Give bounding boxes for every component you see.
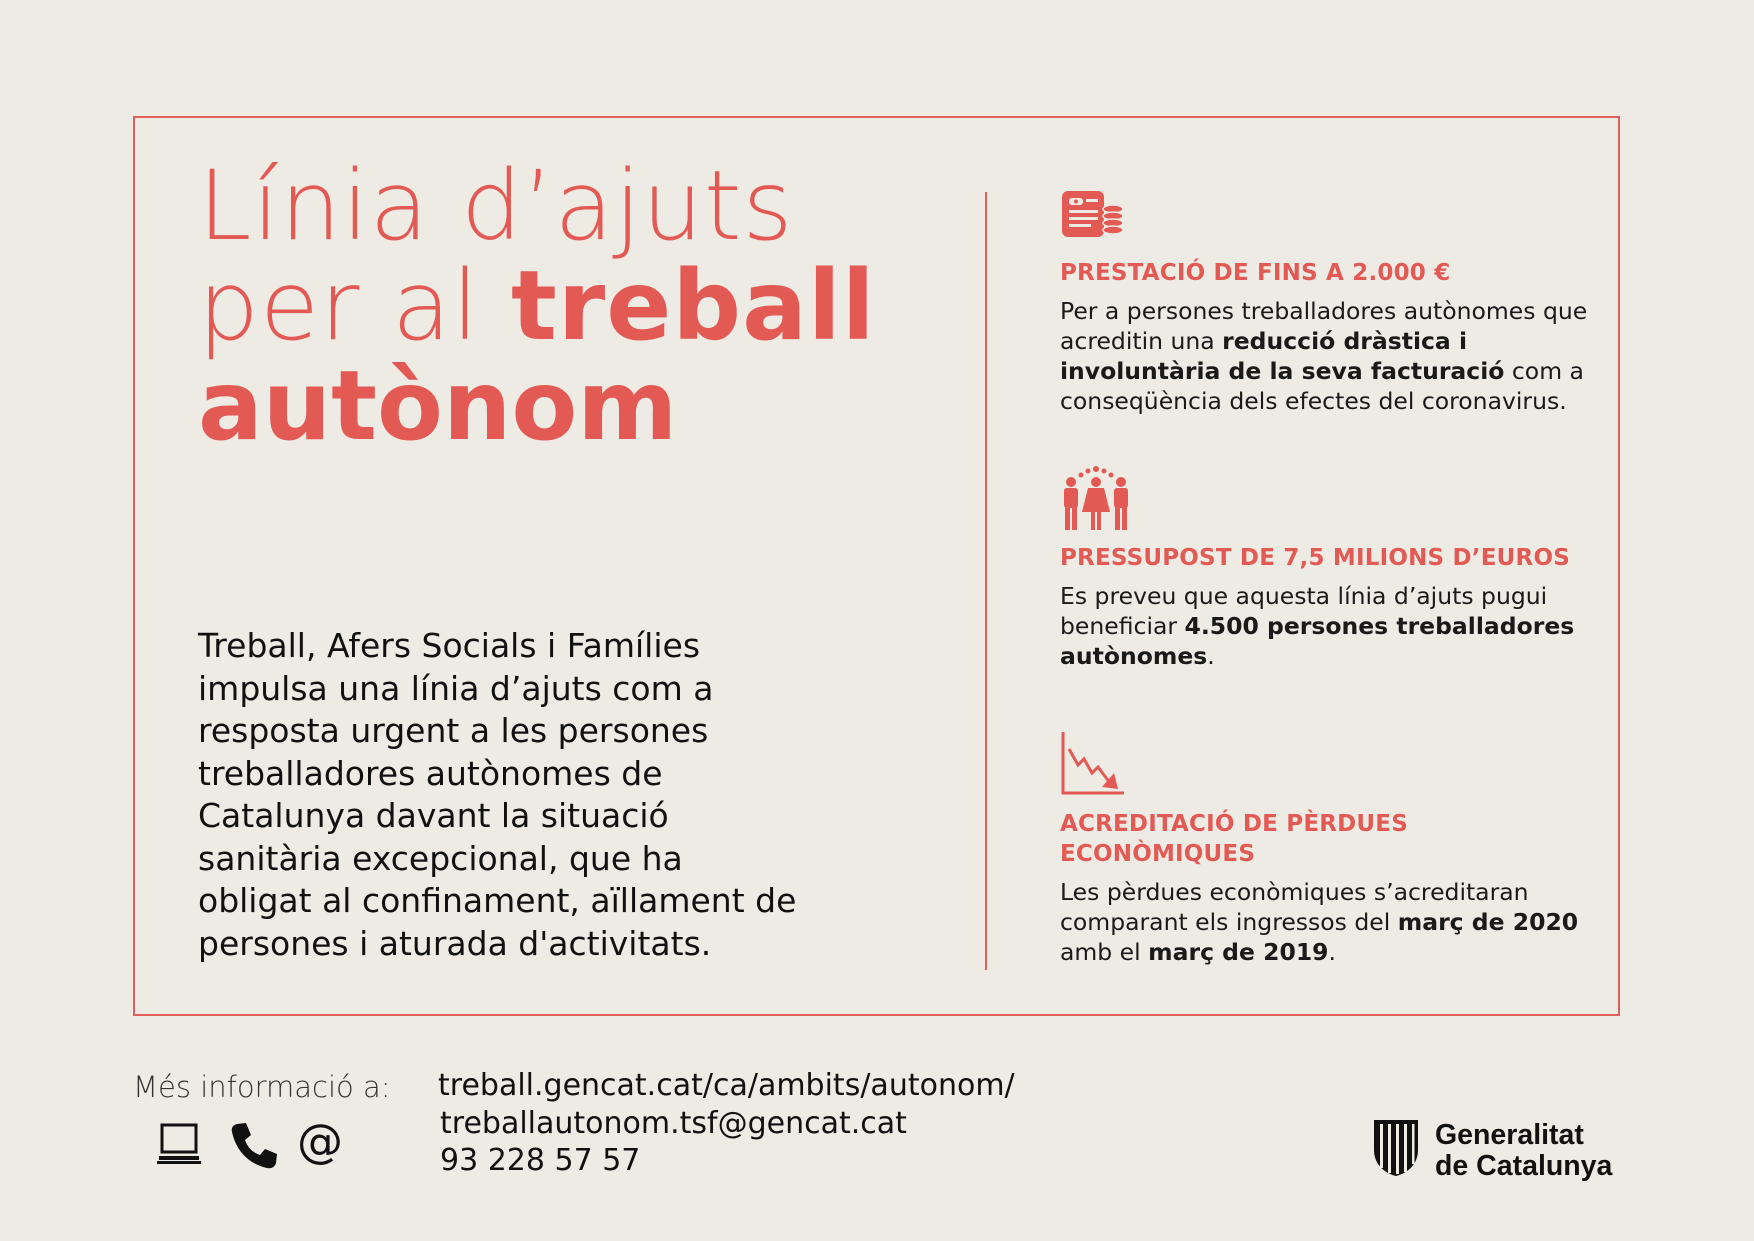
at-sign-icon: @ [297,1114,343,1168]
body-text: . [1207,642,1215,670]
body-text: Es preveu que aquesta línia d’ajuts pugui beneficiar [1060,582,1548,640]
emphasis-text: 4.500 persones treballadores autònomes [1060,612,1575,670]
body-text: Les pèrdues econòmiques s’acreditaran comparant els ingressos del [1060,878,1529,936]
title-line-2-bold: treball [511,250,876,362]
people-group-icon [1060,465,1132,531]
column-divider [985,192,987,970]
emphasis-text: març de 2019 [1148,938,1329,966]
info-block-benefit [1060,188,1600,416]
info-text [1060,296,1600,416]
declining-chart-icon [1060,731,1126,795]
generalitat-emblem-icon [1370,1118,1422,1178]
emphasis-text: març de 2020 [1397,908,1579,936]
generalitat-name [1435,1120,1612,1182]
logo-line-2: de Catalunya [1435,1150,1613,1182]
info-block-budget [1060,465,1600,671]
phone-number[interactable]: 93 228 57 57 [440,1143,641,1178]
intro-paragraph: Treball, Afers Socials i Famílies impulsa una línia d’ajuts com a resposta urgent a les persones treballadores autònomes de Catalunya davant la situació sanitària excepcional, que ha obligat al confinament, aïllament de persones i aturada d'activitats. [198,626,797,963]
body-text: com a conseqüència dels efectes del coronavirus. [1060,357,1584,415]
computer-icon [157,1122,203,1172]
more-info-label: Més informació a: [133,1070,391,1104]
logo-line-1: Generalitat [1435,1119,1584,1151]
info-block-losses [1060,731,1600,967]
title-line-2 [198,250,876,362]
info-title: PRESSUPOST DE 7,5 MILIONS D’EUROS [1060,545,1570,571]
page-title [198,150,876,462]
title-line-1: Línia d’ajuts [198,150,794,262]
website-link[interactable]: treball.gencat.cat/ca/ambits/autonom/ [438,1068,1015,1103]
info-text [1060,877,1600,967]
body-text: . [1328,938,1337,966]
generalitat-logo [1370,1118,1422,1182]
info-title: ACREDITACIÓ DE PÈRDUES ECONÒMIQUES [1060,811,1408,867]
document-coins-icon [1060,188,1126,242]
title-line-3: autònom [198,350,678,462]
title-line-2-light: per al [198,250,511,362]
email-link[interactable]: treballautonom.tsf@gencat.cat [440,1106,907,1141]
body-text: amb el [1060,938,1149,966]
info-text [1060,581,1600,671]
body-text: Per a persones treballadores autònomes que acreditin una [1060,297,1588,355]
phone-icon [229,1120,279,1174]
emphasis-text: reducció dràstica i involuntària de la seva facturació [1060,327,1505,385]
info-title: PRESTACIÓ DE FINS A 2.000 € [1060,260,1451,286]
